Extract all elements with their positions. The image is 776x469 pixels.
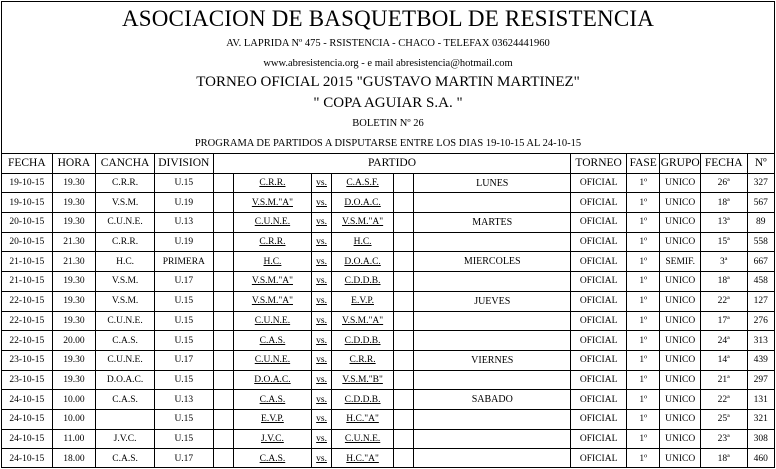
cell-numero: 458: [747, 272, 774, 292]
cell-visitante: V.S.M."B": [332, 370, 394, 390]
cell-cancha: C.U.N.E.: [96, 350, 155, 370]
cell-local: C.U.N.E.: [233, 213, 311, 233]
cell-fecha: 22-10-15: [2, 291, 53, 311]
cell-fecha-num: 15ª: [700, 232, 747, 252]
cell-fecha: 20-10-15: [2, 232, 53, 252]
cell-fecha: 21-10-15: [2, 252, 53, 272]
cell-torneo: OFICIAL: [571, 331, 627, 351]
cell-hora: 21.30: [52, 252, 96, 272]
col-hora: HORA: [52, 154, 96, 174]
cell-local: C.A.S.: [233, 390, 311, 410]
cell-torneo: OFICIAL: [571, 311, 627, 331]
cell-division: U.19: [154, 193, 213, 213]
cell-division: U.17: [154, 272, 213, 292]
cell-cancha: V.S.M.: [96, 193, 155, 213]
table-row: [2, 370, 775, 390]
cell-grupo: UNICO: [660, 350, 701, 370]
cell-hora: 10.00: [52, 390, 96, 410]
cell-vs: vs.: [311, 232, 331, 252]
cell-numero: 327: [747, 173, 774, 193]
cell-fecha: 24-10-15: [2, 449, 53, 468]
cell-vs: vs.: [311, 370, 331, 390]
cell-numero: 276: [747, 311, 774, 331]
cell-spacer: [213, 173, 233, 193]
cell-grupo: UNICO: [660, 370, 701, 390]
cell-visitante: E.V.P.: [332, 291, 394, 311]
cell-grupo: UNICO: [660, 429, 701, 449]
cell-spacer: [213, 331, 233, 351]
cell-cancha: V.S.M.: [96, 291, 155, 311]
cell-grupo: UNICO: [660, 331, 701, 351]
table-row: [2, 390, 775, 410]
table-row: [2, 449, 775, 468]
cell-fase: 1º: [627, 311, 660, 331]
col-fecha-num: FECHA: [700, 154, 747, 174]
cell-spacer: [213, 409, 233, 429]
cell-spacer: [393, 311, 413, 331]
cell-fase: 1º: [627, 193, 660, 213]
cell-spacer: [213, 350, 233, 370]
cell-spacer: [213, 449, 233, 468]
cell-fecha-num: 23ª: [700, 429, 747, 449]
cell-division: U.15: [154, 311, 213, 331]
cell-local: V.S.M."A": [233, 272, 311, 292]
cell-grupo: UNICO: [660, 232, 701, 252]
cell-fecha-num: 26ª: [700, 173, 747, 193]
cell-fase: 1º: [627, 370, 660, 390]
table-row: [2, 331, 775, 351]
cell-torneo: OFICIAL: [571, 213, 627, 233]
cell-vs: vs.: [311, 311, 331, 331]
cell-fecha-num: 22ª: [700, 291, 747, 311]
cell-dia: JUEVES: [414, 291, 571, 311]
cell-fecha: 22-10-15: [2, 331, 53, 351]
cell-visitante: H.C."A": [332, 409, 394, 429]
cell-dia: [414, 232, 571, 252]
table-row: [2, 193, 775, 213]
cell-grupo: UNICO: [660, 449, 701, 468]
cell-spacer: [213, 291, 233, 311]
cell-dia: [414, 449, 571, 468]
cell-grupo: UNICO: [660, 272, 701, 292]
cell-vs: vs.: [311, 193, 331, 213]
cell-torneo: OFICIAL: [571, 173, 627, 193]
cell-division: U.15: [154, 370, 213, 390]
col-fecha: FECHA: [2, 154, 53, 174]
cell-vs: vs.: [311, 272, 331, 292]
table-row: [2, 311, 775, 331]
page-title: ASOCIACION DE BASQUETBOL DE RESISTENCIA: [121, 6, 655, 31]
cell-dia: [414, 331, 571, 351]
cell-cancha: C.R.R.: [96, 232, 155, 252]
cell-fase: 1º: [627, 291, 660, 311]
cell-grupo: UNICO: [660, 291, 701, 311]
address-line: AV. LAPRIDA Nº 475 - RSISTENCIA - CHACO - TELEFAX 03624441960: [226, 38, 550, 49]
cell-torneo: OFICIAL: [571, 449, 627, 468]
cell-numero: 567: [747, 193, 774, 213]
cell-fecha-num: 14ª: [700, 350, 747, 370]
cell-spacer: [393, 252, 413, 272]
cell-local: C.U.N.E.: [233, 311, 311, 331]
cell-vs: vs.: [311, 350, 331, 370]
cell-torneo: OFICIAL: [571, 390, 627, 410]
cell-spacer: [393, 390, 413, 410]
cell-dia: [414, 429, 571, 449]
cell-fecha-num: 21ª: [700, 370, 747, 390]
cell-fecha-num: 13ª: [700, 213, 747, 233]
cell-visitante: H.C.: [332, 232, 394, 252]
table-row: [2, 173, 775, 193]
cell-hora: 19.30: [52, 350, 96, 370]
cell-visitante: C.A.S.F.: [332, 173, 394, 193]
cell-grupo: SEMIF.: [660, 252, 701, 272]
cell-vs: vs.: [311, 390, 331, 410]
cell-fecha: 23-10-15: [2, 370, 53, 390]
col-grupo: GRUPO: [660, 154, 701, 174]
cell-visitante: C.U.N.E.: [332, 429, 394, 449]
cell-dia: [414, 193, 571, 213]
cell-fecha: 21-10-15: [2, 272, 53, 292]
cell-local: H.C.: [233, 252, 311, 272]
cell-hora: 19.30: [52, 173, 96, 193]
cell-numero: 313: [747, 331, 774, 351]
cell-hora: 10.00: [52, 409, 96, 429]
cell-cancha: D.O.A.C.: [96, 370, 155, 390]
cell-division: U.15: [154, 409, 213, 429]
cell-local: E.V.P.: [233, 409, 311, 429]
cell-spacer: [393, 193, 413, 213]
col-cancha: CANCHA: [96, 154, 155, 174]
cell-torneo: OFICIAL: [571, 252, 627, 272]
table-row: [2, 272, 775, 292]
cell-dia: VIERNES: [414, 350, 571, 370]
cell-fecha-num: 25ª: [700, 409, 747, 429]
cell-visitante: C.R.R.: [332, 350, 394, 370]
table-row: [2, 409, 775, 429]
cell-local: D.O.A.C.: [233, 370, 311, 390]
cell-dia: [414, 409, 571, 429]
cell-vs: vs.: [311, 331, 331, 351]
cell-spacer: [393, 291, 413, 311]
table-row: [2, 350, 775, 370]
cell-local: J.V.C.: [233, 429, 311, 449]
cell-dia: [414, 272, 571, 292]
cell-grupo: UNICO: [660, 173, 701, 193]
col-numero: Nº: [747, 154, 774, 174]
col-torneo: TORNEO: [571, 154, 627, 174]
cell-grupo: UNICO: [660, 193, 701, 213]
cell-division: U.15: [154, 429, 213, 449]
contact-line: www.abresistencia.org - e mail abresistencia@hotmail.com: [263, 58, 513, 69]
cell-visitante: V.S.M."A": [332, 311, 394, 331]
cell-hora: 11.00: [52, 429, 96, 449]
cell-vs: vs.: [311, 409, 331, 429]
cell-spacer: [393, 331, 413, 351]
cell-torneo: OFICIAL: [571, 350, 627, 370]
cell-numero: 667: [747, 252, 774, 272]
cell-fecha-num: 22ª: [700, 390, 747, 410]
cell-fase: 1º: [627, 390, 660, 410]
cell-numero: 131: [747, 390, 774, 410]
cell-visitante: C.D.D.B.: [332, 390, 394, 410]
cell-numero: 321: [747, 409, 774, 429]
cell-local: C.R.R.: [233, 173, 311, 193]
cell-spacer: [213, 311, 233, 331]
cell-fecha-num: 18ª: [700, 449, 747, 468]
cell-spacer: [393, 213, 413, 233]
cell-spacer: [213, 213, 233, 233]
cell-numero: 439: [747, 350, 774, 370]
table-row: [2, 291, 775, 311]
table-row: [2, 429, 775, 449]
cell-dia: [414, 370, 571, 390]
cell-hora: 18.00: [52, 449, 96, 468]
cell-division: U.13: [154, 390, 213, 410]
cell-fecha: 24-10-15: [2, 409, 53, 429]
cell-torneo: OFICIAL: [571, 409, 627, 429]
col-fase: FASE: [627, 154, 660, 174]
cell-fecha: 19-10-15: [2, 193, 53, 213]
schedule-sheet: [1, 1, 775, 468]
cell-dia: SABADO: [414, 390, 571, 410]
cell-fase: 1º: [627, 213, 660, 233]
cell-hora: 20.00: [52, 331, 96, 351]
cell-spacer: [393, 429, 413, 449]
cell-visitante: D.O.A.C.: [332, 193, 394, 213]
cell-division: PRIMERA: [154, 252, 213, 272]
cell-spacer: [213, 429, 233, 449]
cell-cancha: [96, 409, 155, 429]
cell-division: U.17: [154, 449, 213, 468]
cell-local: C.R.R.: [233, 232, 311, 252]
cell-visitante: C.D.D.B.: [332, 272, 394, 292]
cell-fecha: 19-10-15: [2, 173, 53, 193]
cell-local: C.A.S.: [233, 449, 311, 468]
cell-fecha: 24-10-15: [2, 429, 53, 449]
cell-spacer: [213, 272, 233, 292]
cell-numero: 558: [747, 232, 774, 252]
table-header-row: [2, 154, 775, 174]
cell-vs: vs.: [311, 213, 331, 233]
col-partido: PARTIDO: [213, 154, 571, 174]
cell-fecha-num: 18ª: [700, 193, 747, 213]
bulletin-number: BOLETIN Nº 26: [352, 118, 424, 129]
cell-numero: 89: [747, 213, 774, 233]
cell-numero: 460: [747, 449, 774, 468]
cell-spacer: [213, 390, 233, 410]
cell-torneo: OFICIAL: [571, 429, 627, 449]
cell-fecha-num: 18ª: [700, 272, 747, 292]
cell-torneo: OFICIAL: [571, 272, 627, 292]
cell-cancha: C.A.S.: [96, 449, 155, 468]
cell-dia: LUNES: [414, 173, 571, 193]
program-subtitle: PROGRAMA DE PARTIDOS A DISPUTARSE ENTRE LOS DIAS 19-10-15 AL 24-10-15: [194, 138, 582, 149]
cell-torneo: OFICIAL: [571, 370, 627, 390]
cell-fase: 1º: [627, 252, 660, 272]
cell-spacer: [393, 370, 413, 390]
cell-division: U.15: [154, 173, 213, 193]
cell-fecha: 23-10-15: [2, 350, 53, 370]
cell-torneo: OFICIAL: [571, 291, 627, 311]
cell-spacer: [213, 370, 233, 390]
cell-numero: 308: [747, 429, 774, 449]
cell-torneo: OFICIAL: [571, 193, 627, 213]
cell-spacer: [393, 449, 413, 468]
cell-dia: MARTES: [414, 213, 571, 233]
cell-hora: 19.30: [52, 370, 96, 390]
col-division: DIVISION: [154, 154, 213, 174]
cell-local: C.U.N.E.: [233, 350, 311, 370]
cell-grupo: UNICO: [660, 390, 701, 410]
cell-hora: 19.30: [52, 291, 96, 311]
cell-grupo: UNICO: [660, 409, 701, 429]
cell-vs: vs.: [311, 291, 331, 311]
cell-spacer: [393, 350, 413, 370]
cell-visitante: V.S.M."A": [332, 213, 394, 233]
cell-cancha: C.A.S.: [96, 390, 155, 410]
cell-fase: 1º: [627, 409, 660, 429]
cell-fase: 1º: [627, 272, 660, 292]
cell-division: U.13: [154, 213, 213, 233]
cell-vs: vs.: [311, 449, 331, 468]
cell-fecha: 20-10-15: [2, 213, 53, 233]
cell-spacer: [393, 409, 413, 429]
cell-division: U.15: [154, 291, 213, 311]
cell-vs: vs.: [311, 173, 331, 193]
cell-cancha: V.S.M.: [96, 272, 155, 292]
cell-cancha: C.U.N.E.: [96, 213, 155, 233]
cell-cancha: H.C.: [96, 252, 155, 272]
cell-division: U.15: [154, 331, 213, 351]
cell-vs: vs.: [311, 252, 331, 272]
cell-fecha: 22-10-15: [2, 311, 53, 331]
cell-hora: 19.30: [52, 272, 96, 292]
cell-fase: 1º: [627, 173, 660, 193]
cell-numero: 297: [747, 370, 774, 390]
cell-grupo: UNICO: [660, 311, 701, 331]
cell-fecha-num: 24ª: [700, 331, 747, 351]
cell-hora: 21.30: [52, 232, 96, 252]
cell-cancha: C.U.N.E.: [96, 311, 155, 331]
cell-fecha-num: 17ª: [700, 311, 747, 331]
cell-local: C.A.S.: [233, 331, 311, 351]
cell-visitante: D.O.A.C.: [332, 252, 394, 272]
cell-hora: 19.30: [52, 311, 96, 331]
cell-numero: 127: [747, 291, 774, 311]
table-row: [2, 252, 775, 272]
cell-fecha-num: 3ª: [700, 252, 747, 272]
cell-spacer: [213, 193, 233, 213]
tournament-title: TORNEO OFICIAL 2015 "GUSTAVO MARTIN MARTINEZ": [196, 74, 580, 90]
table-row: [2, 232, 775, 252]
cell-spacer: [393, 232, 413, 252]
cell-fase: 1º: [627, 331, 660, 351]
cell-fase: 1º: [627, 449, 660, 468]
cell-vs: vs.: [311, 429, 331, 449]
cell-torneo: OFICIAL: [571, 232, 627, 252]
cell-division: U.17: [154, 350, 213, 370]
schedule-table: [1, 153, 775, 468]
cell-spacer: [393, 272, 413, 292]
cell-visitante: H.C."A": [332, 449, 394, 468]
cell-fase: 1º: [627, 350, 660, 370]
cell-fecha: 24-10-15: [2, 390, 53, 410]
cell-visitante: C.D.D.B.: [332, 331, 394, 351]
cell-grupo: UNICO: [660, 213, 701, 233]
cell-hora: 19.30: [52, 213, 96, 233]
cup-title: " COPA AGUIAR S.A. ": [313, 95, 463, 111]
cell-spacer: [213, 232, 233, 252]
cell-local: V.S.M."A": [233, 193, 311, 213]
cell-dia: [414, 311, 571, 331]
cell-division: U.19: [154, 232, 213, 252]
cell-cancha: C.A.S.: [96, 331, 155, 351]
cell-spacer: [213, 252, 233, 272]
cell-cancha: C.R.R.: [96, 173, 155, 193]
cell-cancha: J.V.C.: [96, 429, 155, 449]
cell-spacer: [393, 173, 413, 193]
cell-fase: 1º: [627, 429, 660, 449]
cell-dia: MIERCOLES: [414, 252, 571, 272]
cell-fase: 1º: [627, 232, 660, 252]
table-row: [2, 213, 775, 233]
cell-hora: 19.30: [52, 193, 96, 213]
cell-local: V.S.M."A": [233, 291, 311, 311]
